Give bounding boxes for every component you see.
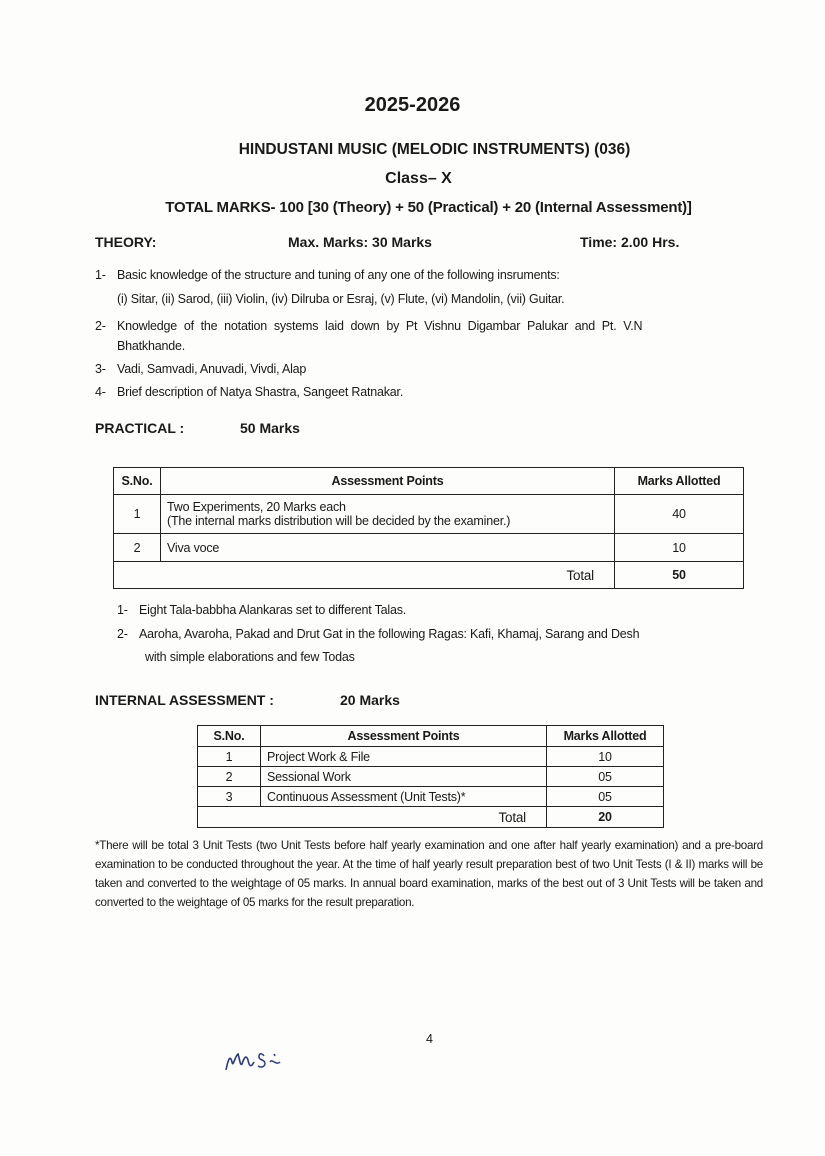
cell-marks: 05 [547,767,664,787]
item-text: Basic knowledge of the structure and tuning of any one of the following insruments: [117,268,560,282]
cell-sno: 2 [114,534,161,562]
table-total-row [114,562,744,589]
cell-sno: 1 [114,495,161,534]
cell-marks: 40 [615,495,744,534]
internal-label: INTERNAL ASSESSMENT : [95,692,274,708]
item-number: 4- [95,385,106,399]
table-row [114,495,744,534]
cell-line: (The internal marks distribution will be decided by the examiner.) [167,514,511,528]
table-row [114,534,744,562]
item-number: 1- [117,603,128,617]
cell-marks: 05 [547,787,664,807]
total-label: Total [198,807,547,828]
cell-marks: 10 [547,747,664,767]
header-sno: S.No. [198,726,261,747]
signature-image [220,1040,300,1080]
cell-sno: 3 [198,787,261,807]
header-marks: Marks Allotted [547,726,664,747]
subject-title: HINDUSTANI MUSIC (MELODIC INSTRUMENTS) (036) [238,141,631,158]
item-text: Aaroha, Avaroha, Pakad and Drut Gat in the following Ragas: Kafi, Khamaj, Sarang and Desh [139,627,640,641]
table-header-row [198,726,664,747]
item-number: 1- [95,268,106,282]
total-value: 50 [615,562,744,589]
table-header-row [114,468,744,495]
theory-item-cont: (i) Sitar, (ii) Sarod, (iii) Violin, (iv) Dilruba or Esraj, (v) Flute, (vi) Mandolin, (vii) Guitar. [117,292,565,306]
table-total-row [198,807,664,828]
theory-item-cont: Bhatkhande. [117,339,185,353]
theory-item [95,362,306,376]
class-heading: Class– X [385,170,452,187]
internal-marks: 20 Marks [340,692,400,708]
theory-item [95,268,560,282]
cell-line: Two Experiments, 20 Marks each [167,500,346,514]
table-row [198,747,664,767]
cell-assessment: Continuous Assessment (Unit Tests)* [261,787,547,807]
theory-label: THEORY: [95,234,157,250]
item-text: Knowledge of the notation systems laid down by Pt Vishnu Digambar Palukar and Pt. V.N [117,319,643,333]
practical-item-cont: with simple elaborations and few Todas [145,650,355,664]
table-row [198,767,664,787]
total-label: Total [114,562,615,589]
year-heading: 2025-2026 [364,94,461,116]
theory-item [95,385,403,399]
internal-table [197,725,664,828]
practical-marks: 50 Marks [240,420,300,436]
cell-marks: 10 [615,534,744,562]
header-assessment: Assessment Points [261,726,547,747]
practical-item [117,603,406,617]
item-number: 3- [95,362,106,376]
header-assessment: Assessment Points [161,468,615,495]
item-number: 2- [117,627,128,641]
item-text: Brief description of Natya Shastra, Sangeet Ratnakar. [117,385,404,399]
total-marks: TOTAL MARKS- 100 [30 (Theory) + 50 (Practical) + 20 (Internal Assessment)] [165,199,692,216]
table-row [198,787,664,807]
theory-max-marks: Max. Marks: 30 Marks [288,234,432,250]
item-text: Eight Tala-babbha Alankaras set to different Talas. [139,603,407,617]
item-number: 2- [95,319,106,333]
cell-assessment [161,495,615,534]
header-sno: S.No. [114,468,161,495]
cell-sno: 1 [198,747,261,767]
footnote: *There will be total 3 Unit Tests (two Unit Tests before half yearly examination and one after half yearly examination) and a pre-board examination to be conducted throughout the year. At the time of half yearly result preparation best of two Unit Tests (I & II) marks will be taken and converted to the weightage of 05 marks. In annual board examination, marks of the best out of 3 Unit Tests will be taken and converted to the weightage of 05 marks for the result preparation. [95,839,763,909]
page-number: 4 [426,1032,433,1046]
practical-label: PRACTICAL : [95,420,185,436]
cell-assessment: Sessional Work [261,767,547,787]
header-marks: Marks Allotted [615,468,744,495]
cell-sno: 2 [198,767,261,787]
total-value: 20 [547,807,664,828]
theory-item [95,319,642,333]
cell-assessment: Project Work & File [261,747,547,767]
theory-time: Time: 2.00 Hrs. [580,234,680,250]
practical-item [117,627,639,641]
practical-table [113,467,744,589]
item-text: Vadi, Samvadi, Anuvadi, Vivdi, Alap [117,362,307,376]
cell-assessment: Viva voce [161,534,615,562]
